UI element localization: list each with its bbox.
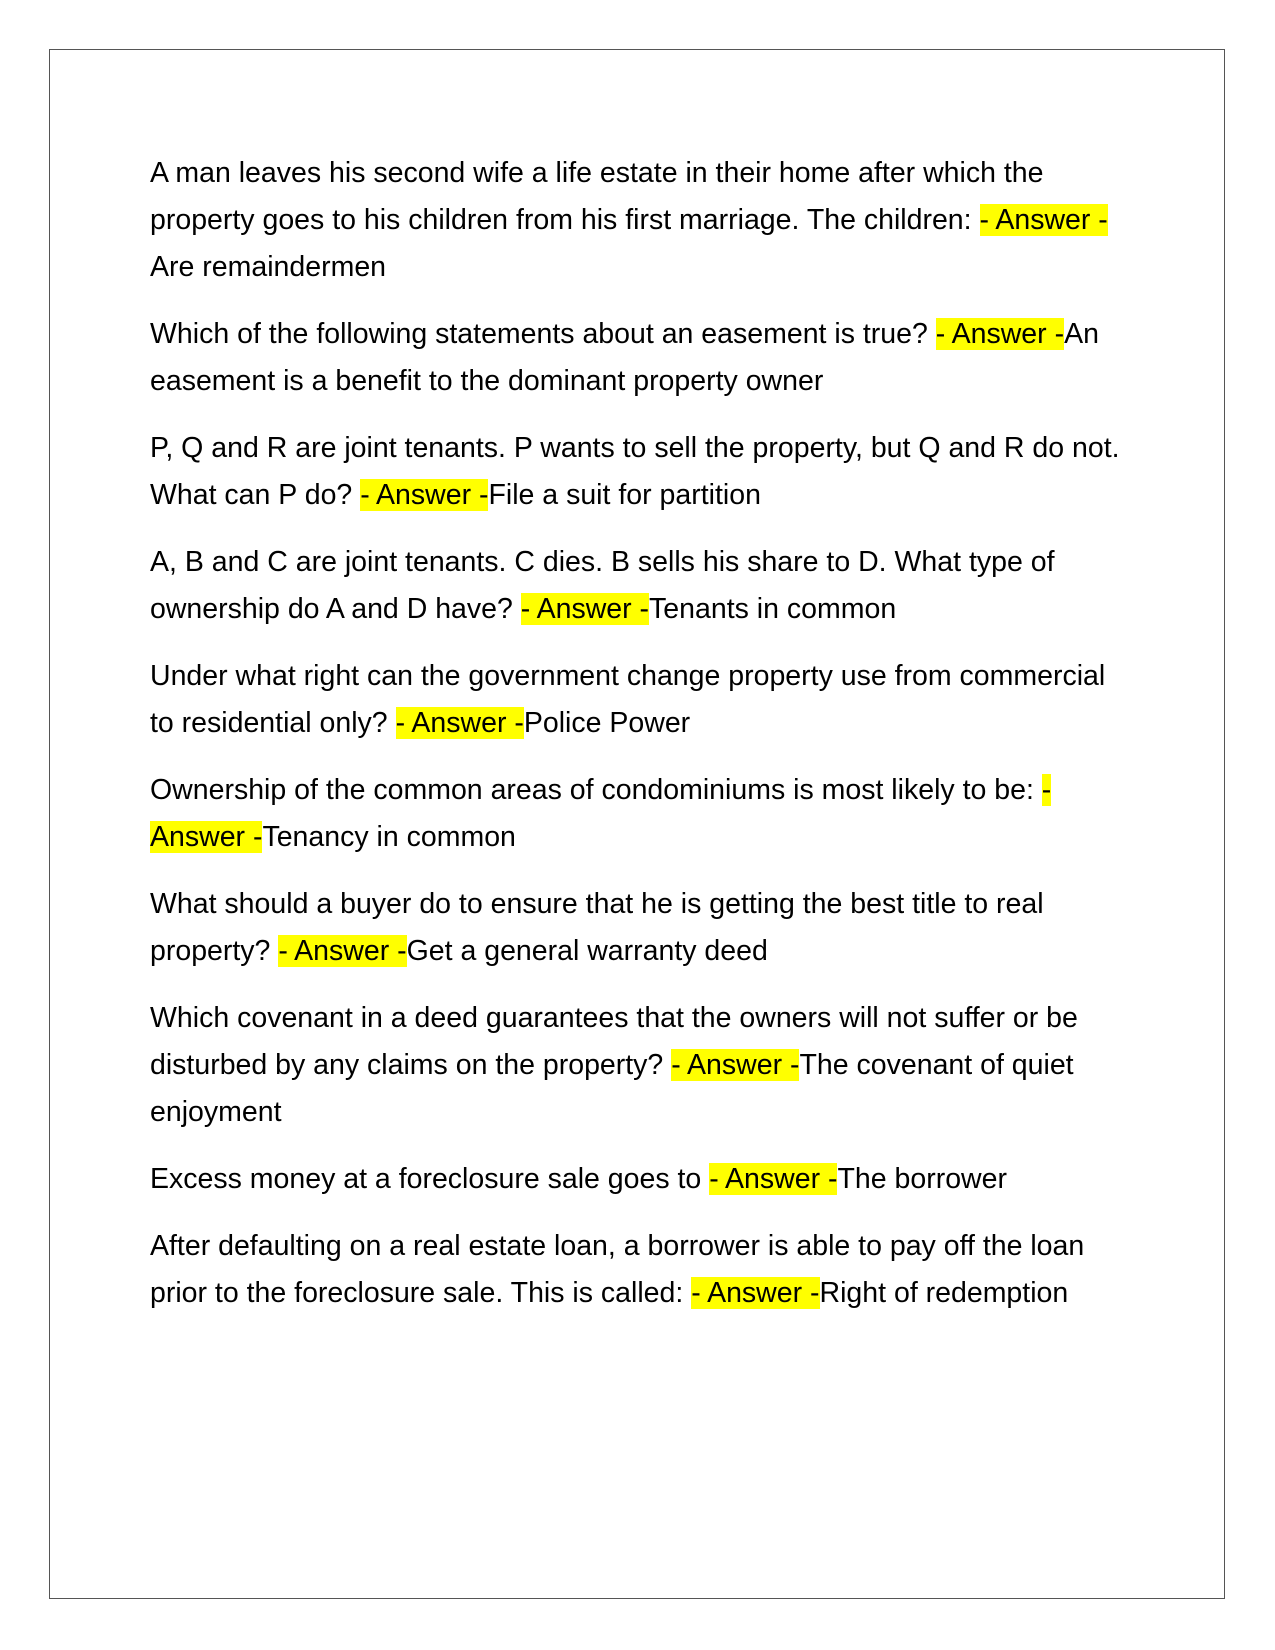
qa-item: [150, 1156, 1130, 1203]
answer-marker: - Answer -: [150, 774, 1052, 853]
question-text: Which of the following statements about an easement is true?: [150, 318, 936, 350]
answer-marker: - Answer -: [360, 479, 489, 511]
answer-text: Tenants in common: [649, 593, 897, 625]
question-text: P, Q and R are joint tenants. P wants to sell the property, but Q and R do not. What can P do?: [150, 432, 1120, 511]
qa-item: [150, 767, 1130, 861]
question-text: Excess money at a foreclosure sale goes to: [150, 1163, 710, 1195]
qa-item: [150, 311, 1130, 405]
answer-marker: - Answer -: [278, 935, 407, 967]
answer-marker: - Answer -: [979, 204, 1108, 236]
question-text: After defaulting on a real estate loan, a borrower is able to pay off the loan prior to the foreclosure sale. This is called:: [150, 1230, 1085, 1309]
qa-item: [150, 995, 1130, 1136]
answer-marker: - Answer -: [671, 1049, 800, 1081]
qa-item: [150, 1223, 1130, 1317]
answer-text: Tenancy in common: [262, 821, 516, 853]
answer-marker: - Answer -: [691, 1277, 820, 1309]
question-text: Under what right can the government change property use from commercial to residential only?: [150, 660, 1106, 739]
question-text: A man leaves his second wife a life estate in their home after which the property goes to his children from his first marriage. The children:: [150, 157, 1044, 236]
answer-text: Police Power: [523, 707, 691, 739]
qa-item: [150, 881, 1130, 975]
question-text: Ownership of the common areas of condominiums is most likely to be:: [150, 774, 1042, 806]
answer-text: The borrower: [837, 1163, 1007, 1195]
document-body: [150, 150, 1130, 1337]
question-text: Which covenant in a deed guarantees that the owners will not suffer or be disturbed by any claims on the property?: [150, 1002, 1078, 1081]
answer-marker: - Answer -: [709, 1163, 838, 1195]
answer-text: An easement is a benefit to the dominant property owner: [150, 318, 1099, 397]
answer-text: Right of redemption: [819, 1277, 1069, 1309]
question-text: What should a buyer do to ensure that he is getting the best title to real property?: [150, 888, 1044, 967]
answer-text: The covenant of quiet enjoyment: [150, 1049, 1074, 1128]
answer-text: Get a general warranty deed: [406, 935, 768, 967]
qa-item: [150, 539, 1130, 633]
qa-item: [150, 150, 1130, 291]
answer-marker: - Answer -: [520, 593, 650, 625]
question-text: A, B and C are joint tenants. C dies. B sells his share to D. What type of ownership do A and D have?: [150, 546, 1055, 625]
answer-marker: - Answer -: [935, 318, 1065, 350]
qa-item: [150, 653, 1130, 747]
answer-marker: - Answer -: [395, 707, 524, 739]
answer-text: File a suit for partition: [488, 479, 761, 511]
qa-item: [150, 425, 1130, 519]
answer-text: Are remaindermen: [150, 251, 387, 283]
